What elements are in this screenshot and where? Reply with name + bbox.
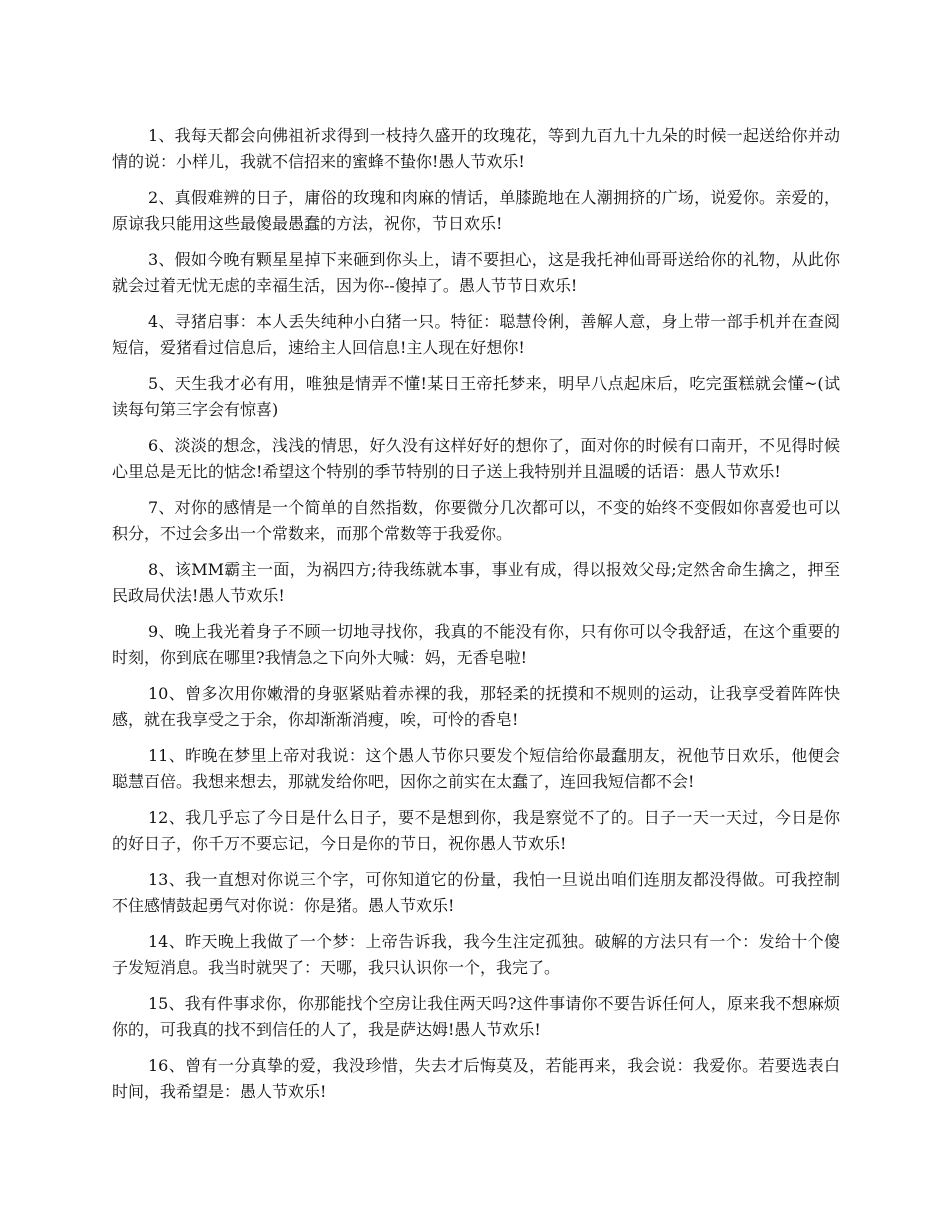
paragraph-9: 9、晚上我光着身子不顾一切地寻找你，我真的不能没有你，只有你可以令我舒适，在这个重要的时刻，你到底在哪里?我情急之下向外大喊：妈，无香皂啦! xyxy=(112,622,840,667)
paragraph-8: 8、该MM霸主一面，为祸四方;待我练就本事，事业有成，得以报效父母;定然舍命生擒之，押至民政局伏法!愚人节欢乐! xyxy=(112,560,840,605)
paragraph-6: 6、淡淡的想念，浅浅的情思，好久没有这样好好的想你了，面对你的时候有口南开，不见得时候心里总是无比的惦念!希望这个特别的季节特别的日子送上我特别并且温暖的话语：愚人节欢乐! xyxy=(112,436,840,481)
paragraph-14: 14、昨天晚上我做了一个梦：上帝告诉我，我今生注定孤独。破解的方法只有一个：发给十个傻子发短消息。我当时就哭了：天哪，我只认识你一个，我完了。 xyxy=(112,932,840,977)
paragraph-1: 1、我每天都会向佛祖祈求得到一枝持久盛开的玫瑰花，等到九百九十九朵的时候一起送给你并动情的说：小样儿，我就不信招来的蜜蜂不蛰你!愚人节欢乐! xyxy=(112,126,840,171)
paragraph-15: 15、我有件事求你，你那能找个空房让我住两天吗?这件事请你不要告诉任何人，原来我不想麻烦你的，可我真的找不到信任的人了，我是萨达姆!愚人节欢乐! xyxy=(112,994,840,1039)
paragraph-2: 2、真假难辨的日子，庸俗的玫瑰和肉麻的情话，单膝跪地在人潮拥挤的广场，说爱你。亲爱的，原谅我只能用这些最傻最愚蠢的方法，祝你，节日欢乐! xyxy=(112,188,840,233)
paragraph-4: 4、寻猪启事：本人丢失纯种小白猪一只。特征：聪慧伶俐，善解人意，身上带一部手机并在查阅短信，爱猪看过信息后，速给主人回信息!主人现在好想你! xyxy=(112,312,840,357)
paragraph-3: 3、假如今晚有颗星星掉下来砸到你头上，请不要担心，这是我托神仙哥哥送给你的礼物，从此你就会过着无忧无虑的幸福生活，因为你--傻掉了。愚人节节日欢乐! xyxy=(112,250,840,295)
paragraph-16: 16、曾有一分真挚的爱，我没珍惜，失去才后悔莫及，若能再来，我会说：我爱你。若要选表白时间，我希望是：愚人节欢乐! xyxy=(112,1056,840,1101)
paragraph-11: 11、昨晚在梦里上帝对我说：这个愚人节你只要发个短信给你最蠢朋友，祝他节日欢乐，他便会聪慧百倍。我想来想去，那就发给你吧，因你之前实在太蠢了，连回我短信都不会! xyxy=(112,746,840,791)
paragraph-10: 10、曾多次用你嫩滑的身驱紧贴着赤裸的我，那轻柔的抚摸和不规则的运动，让我享受着阵阵快感，就在我享受之于余，你却渐渐消瘦，唉，可怜的香皂! xyxy=(112,684,840,729)
document-body xyxy=(112,123,840,1115)
paragraph-5: 5、天生我才必有用，唯独是情弄不懂!某日王帝托梦来，明早八点起床后，吃完蛋糕就会懂~(试读每句第三字会有惊喜) xyxy=(112,374,840,419)
paragraph-7: 7、对你的感情是一个简单的自然指数，你要微分几次都可以，不变的始终不变假如你喜爱也可以积分，不过会多出一个常数来，而那个常数等于我爱你。 xyxy=(112,498,840,543)
paragraph-13: 13、我一直想对你说三个字，可你知道它的份量，我怕一旦说出咱们连朋友都没得做。可我控制不住感情鼓起勇气对你说：你是猪。愚人节欢乐! xyxy=(112,870,840,915)
paragraph-12: 12、我几乎忘了今日是什么日子，要不是想到你，我是察觉不了的。日子一天一天过，今日是你的好日子，你千万不要忘记，今日是你的节日，祝你愚人节欢乐! xyxy=(112,808,840,853)
